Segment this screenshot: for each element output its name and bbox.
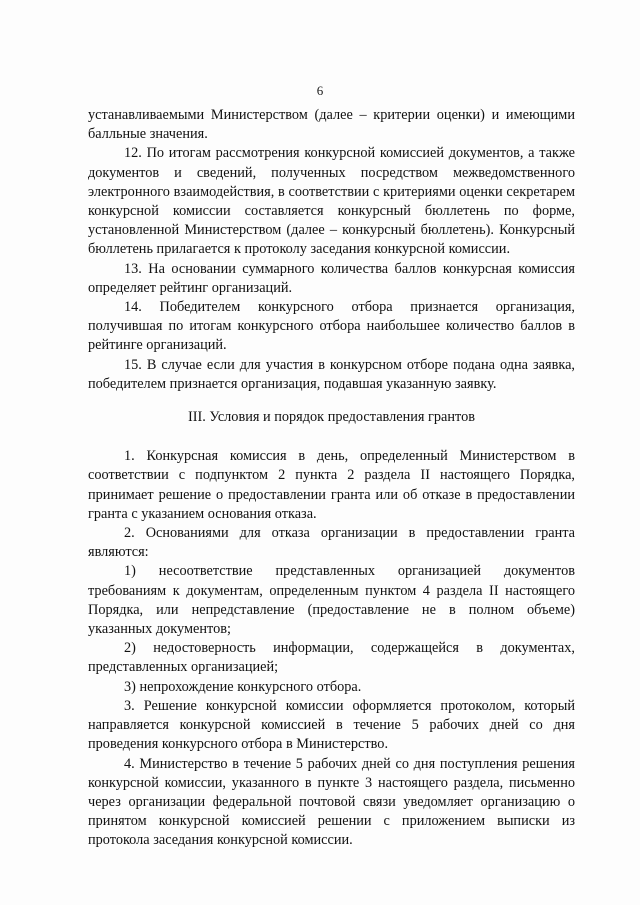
- paragraph-section3-item-1: 1. Конкурсная комиссия в день, определенный Министерством в соответствии с подпунктом 2 пункта 2 раздела II настоящего Порядка, принимает решение о предоставлении гранта или об отказе в предоставлении гранта с указанием основания отказа.: [88, 448, 575, 522]
- paragraph-subitem-1: 1) несоответствие представленных организацией документов требованиям к документам, определенным пунктом 4 раздела II настоящего Порядка, или непредставление (предоставление не в полном объеме) указанных документов;: [88, 563, 575, 638]
- paragraph-section3-item-3: 3. Решение конкурсной комиссии оформляется протоколом, который направляется конкурсной комиссией в течение 5 рабочих дней со дня проведения конкурсного отбора в Министерство.: [88, 697, 575, 753]
- paragraph-subitem-3: 3) непрохождение конкурсного отбора.: [124, 678, 362, 695]
- paragraph-item-13: 13. На основании суммарного количества баллов конкурсная комиссия определяет рейтинг организаций.: [88, 260, 575, 296]
- paragraph-item-12: 12. По итогам рассмотрения конкурсной комиссией документов, а также документов и сведений, полученных посредством межведомственного электронного взаимодействия, в соответствии с критериями оценки секретарем конкурсной комиссии составляется конкурсный бюллетень по форме, установленной Министерством (далее – конкурсный бюллетень). Конкурсный бюллетень прилагается к протоколу заседания конкурсной комиссии.: [88, 145, 575, 258]
- paragraph-section3-item-2: 2. Основаниями для отказа организации в предоставлении гранта являются:: [88, 525, 575, 561]
- paragraph-subitem-2: 2) недостоверность информации, содержащейся в документах, представленных организацией;: [88, 640, 575, 676]
- document-body: [88, 106, 575, 851]
- paragraph-continuation: устанавливаемыми Министерством (далее – критерии оценки) и имеющими балльные значения.: [88, 107, 575, 143]
- paragraph-item-14: 14. Победителем конкурсного отбора признается организация, получившая по итогам конкурсного отбора наибольшее количество баллов в рейтинге организаций.: [88, 299, 575, 354]
- paragraph-item-15: 15. В случае если для участия в конкурсном отборе подана одна заявка, победителем признается организация, подавшая указанную заявку.: [88, 356, 575, 392]
- page-number: 6: [316, 83, 324, 98]
- section-heading: III. Условия и порядок предоставления грантов: [187, 409, 476, 426]
- paragraph-section3-item-4: 4. Министерство в течение 5 рабочих дней со дня поступления решения конкурсной комиссии, указанного в пункте 3 настоящего раздела, письменно через организации федеральной почтовой связи уведомляет организацию о принятом конкурсной комиссией решении с приложением выписки из протокола заседания конкурсной комиссии.: [88, 755, 575, 849]
